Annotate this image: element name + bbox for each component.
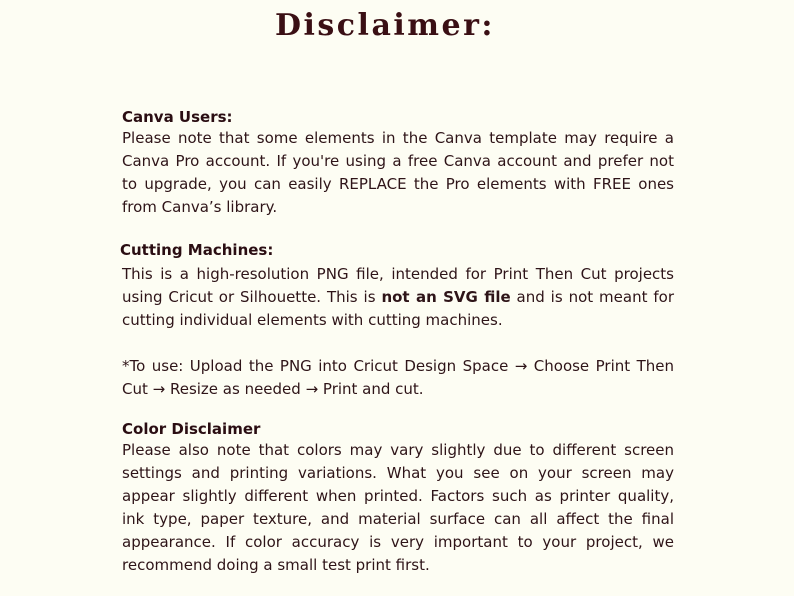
- canva-users-text: Please note that some elements in the Canva template may require a Canva Pro account. If you're using a free Canva account and prefer not to upgrade, you can easily REPLACE the Pro elements with FREE ones from Canva’s library.: [122, 129, 674, 216]
- color-disclaimer-heading: Color Disclaimer: [122, 420, 261, 438]
- page-title: Disclaimer:: [274, 8, 495, 43]
- color-disclaimer-text: Please also note that colors may vary slightly due to different screen settings and printing variations. What you see on your screen may appear slightly different when printed. Factors such as printer quality, ink type, paper texture, and material surface can all affect the final appearance. If color accuracy is very important to your project, we recommend doing a small test print first.: [122, 441, 674, 574]
- not-svg-emphasis: not an SVG file: [381, 288, 511, 306]
- cutting-machines-text: [122, 263, 674, 332]
- cutting-machines-heading: Cutting Machines:: [120, 241, 274, 259]
- color-disclaimer-section: [122, 419, 674, 577]
- canva-users-section: [122, 107, 674, 219]
- cutting-text-end: and is not meant for cutting individual elements with cutting machines.: [122, 288, 674, 329]
- cutting-machines-section: [122, 240, 674, 401]
- canva-users-heading: Canva Users:: [122, 108, 233, 126]
- cutting-text-start: This is a high-resolution PNG file, intended for Print Then Cut projects using Cricut or Silhouette. This is: [122, 265, 674, 306]
- usage-instructions: *To use: Upload the PNG into Cricut Design Space → Choose Print Then Cut → Resize as needed → Print and cut.: [122, 357, 674, 398]
